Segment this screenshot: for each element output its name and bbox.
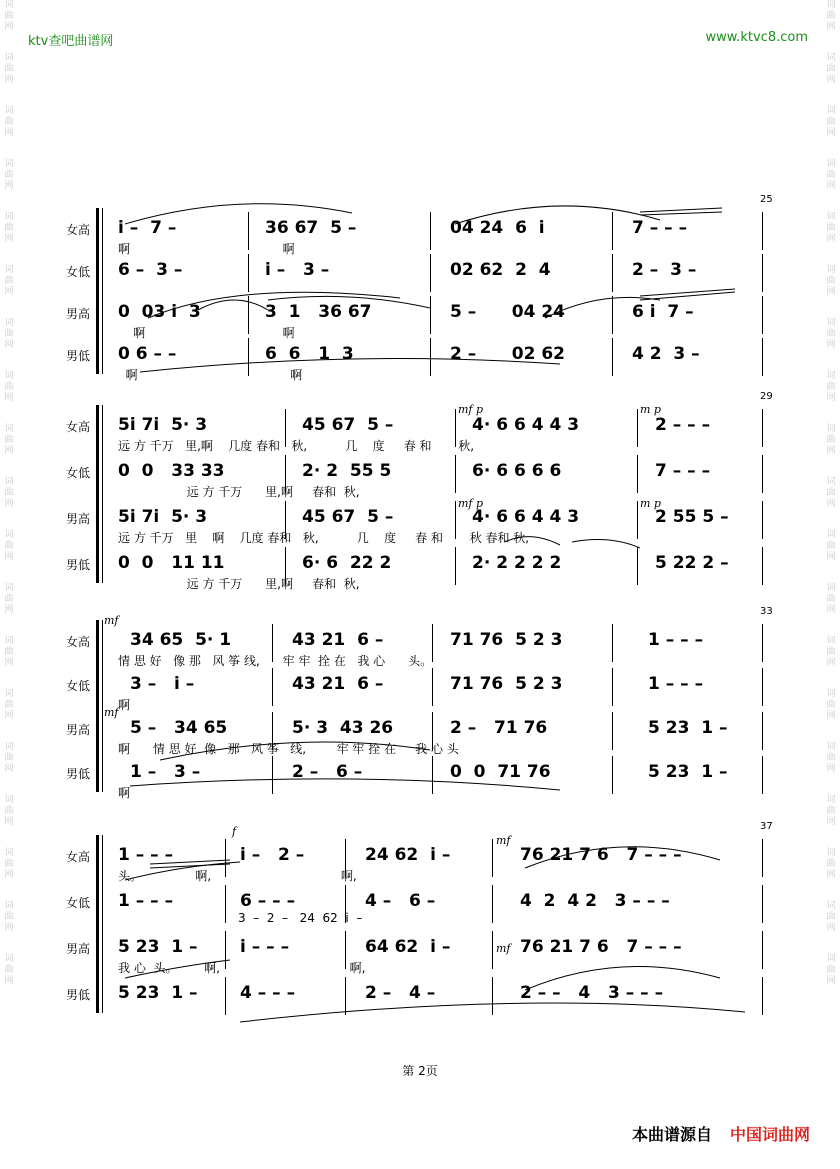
measure-notes: i̇ – 7 –	[118, 218, 177, 238]
watermark-text: 词 曲 网	[4, 159, 14, 191]
measure-notes: 2· 2 2 2 2	[472, 553, 562, 573]
watermark-text: 词 曲 网	[4, 954, 14, 986]
measure-notes: 4· 6 6 4 4 3	[472, 507, 580, 527]
measure-notes: 2 – 71 76	[450, 718, 548, 738]
measure-notes: 5 – 04 24	[450, 302, 565, 322]
watermark-text: 词 曲 网	[4, 318, 14, 350]
header-site-name[interactable]: ktv查吧曲谱网	[28, 34, 114, 49]
dynamic-mark: m p	[640, 403, 661, 416]
ossia-notes: 3 – 2 – 24 62 i̇ –	[238, 911, 363, 925]
lyric-line: 我 心 头。 啊, 啊,	[118, 961, 366, 975]
dynamic-mark: mf	[496, 834, 511, 847]
measure-notes: 71 76 5 2 3	[450, 674, 563, 694]
header-url[interactable]: www.ktvc8.com	[705, 30, 808, 45]
watermark-text: 词 曲 网	[4, 636, 14, 668]
measure-notes: 0 0 33 33	[118, 461, 225, 481]
measure-notes: 45 67 5 –	[302, 507, 394, 527]
part-label: 男低	[66, 988, 91, 1002]
watermark-text: 词 曲 网	[4, 53, 14, 85]
footer-site-link[interactable]: 中国词曲网	[729, 1125, 810, 1144]
measure-notes: 43 21 6 –	[292, 630, 384, 650]
watermark-text: 词 曲 网	[826, 848, 836, 880]
watermark-text: 词 曲 网	[4, 689, 14, 721]
measure-notes: 24 62 i̇ –	[365, 845, 451, 865]
measure-notes: 6 – 3 –	[118, 260, 183, 280]
part-label: 女高	[66, 850, 91, 864]
lyric-line: 啊 情 思 好 像 那 风 筝 线, 牢 牢 拴 在 我 心 头	[118, 742, 459, 756]
measure-notes: 0 6 – –	[118, 344, 177, 364]
measure-notes: 2 – 4 –	[365, 983, 436, 1003]
part-label: 女高	[66, 635, 91, 649]
part-label: 男高	[66, 307, 91, 321]
measure-notes: 4 2 3 –	[632, 344, 700, 364]
measure-notes: 1 – – –	[648, 630, 704, 650]
watermark-text: 词 曲 网	[4, 795, 14, 827]
measure-notes: 34 65 5· 1	[130, 630, 232, 650]
watermark-text: 词 曲 网	[826, 689, 836, 721]
watermark-text: 词 曲 网	[826, 583, 836, 615]
watermark-text: 词 曲 网	[826, 212, 836, 244]
measure-notes: 0 03 i̇ 3	[118, 302, 201, 322]
measure-notes: 6 i̇ 7 –	[632, 302, 694, 322]
part-label: 男低	[66, 558, 91, 572]
measure-notes: 7 – – –	[632, 218, 688, 238]
part-label: 女低	[66, 679, 91, 693]
lyric-line: 远 方 千万 里 啊 几度 春和 秋, 几 度 春 和 秋 春和 秋,	[118, 531, 530, 545]
measure-notes: 2· 2 55 5	[302, 461, 392, 481]
measure-notes: 5· 3 43 26	[292, 718, 394, 738]
watermark-text: 词 曲 网	[826, 53, 836, 85]
watermark-text: 词 曲 网	[826, 530, 836, 562]
watermark-text: 词 曲 网	[826, 106, 836, 138]
measure-notes: 0 0 71 76	[450, 762, 551, 782]
measure-notes: 5 – 34 65	[130, 718, 228, 738]
measure-notes: 2 – 02 62	[450, 344, 565, 364]
measure-notes: 0 0 11 11	[118, 553, 225, 573]
part-label: 男高	[66, 723, 91, 737]
part-label: 女低	[66, 265, 91, 279]
watermark-text: 词 曲 网	[826, 318, 836, 350]
watermark-text: 词 曲 网	[4, 212, 14, 244]
measure-notes: 4 2 4 2 3 – – –	[520, 891, 670, 911]
measure-notes: i̇ – 3 –	[265, 260, 330, 280]
watermark-text: 词 曲 网	[826, 159, 836, 191]
measure-notes: 5 22 2 –	[655, 553, 729, 573]
measure-notes: 5 23 1 –	[648, 718, 728, 738]
page-number: 第 2页	[402, 1064, 438, 1078]
measure-number: 25	[760, 194, 773, 205]
footer-source	[632, 1122, 810, 1145]
measure-notes: 5i̇ 7i̇ 5· 3	[118, 415, 208, 435]
measure-notes: 6· 6 6 6 6	[472, 461, 562, 481]
measure-notes: 2 55 5 –	[655, 507, 729, 527]
watermark-text: 词 曲 网	[4, 106, 14, 138]
lyric-line: 远 方 千万 里,啊 几度 春和 秋, 几 度 春 和 秋,	[118, 439, 475, 453]
dynamic-mark: mf	[104, 706, 119, 719]
measure-notes: 45 67 5 –	[302, 415, 394, 435]
measure-notes: 76 21 7 6 7 – – –	[520, 937, 682, 957]
lyric-line: 头。 啊, 啊,	[118, 869, 357, 883]
measure-notes: 6· 6 22 2	[302, 553, 392, 573]
measure-number: 33	[760, 606, 773, 617]
measure-notes: 2 – – 4 3 – – –	[520, 983, 664, 1003]
measure-notes: i̇ – 2 –	[240, 845, 305, 865]
part-label: 女低	[66, 466, 91, 480]
part-label: 女高	[66, 420, 91, 434]
watermark-text: 词 曲 网	[826, 795, 836, 827]
measure-notes: 4 – – –	[240, 983, 296, 1003]
measure-notes: 1 – 3 –	[130, 762, 201, 782]
watermark-text: 词 曲 网	[826, 265, 836, 297]
measure-notes: 36 67 5 –	[265, 218, 357, 238]
watermark-text: 词 曲 网	[826, 371, 836, 403]
measure-notes: 6 – – –	[240, 891, 296, 911]
measure-notes: 7 – – –	[655, 461, 711, 481]
measure-notes: 2 – – –	[655, 415, 711, 435]
watermark-text: 词 曲 网	[4, 0, 14, 32]
lyric-line: 啊 啊	[118, 368, 303, 382]
watermark-text: 词 曲 网	[826, 477, 836, 509]
dynamic-mark: m p	[640, 497, 661, 510]
lyric-line: 啊	[118, 698, 131, 712]
part-label: 男高	[66, 512, 91, 526]
lyric-line: 情 思 好 像 那 风 筝 线, 牢 牢 拴 在 我 心 头。	[118, 654, 433, 668]
watermark-text: 词 曲 网	[826, 0, 836, 32]
watermark-text: 词 曲 网	[826, 424, 836, 456]
watermark-text: 词 曲 网	[4, 583, 14, 615]
lyric-line: 远 方 千万 里,啊 春和 秋,	[118, 485, 360, 499]
measure-notes: 2 – 3 –	[632, 260, 697, 280]
measure-notes: 1 – – –	[648, 674, 704, 694]
measure-number: 29	[760, 391, 773, 402]
dynamic-mark: mf p	[458, 403, 484, 416]
watermark-text: 词 曲 网	[4, 477, 14, 509]
watermark-text: 词 曲 网	[826, 901, 836, 933]
part-label: 男低	[66, 349, 91, 363]
measure-notes: 5i̇ 7i̇ 5· 3	[118, 507, 208, 527]
dynamic-mark: mf	[496, 942, 511, 955]
measure-notes: 64 62 i̇ –	[365, 937, 451, 957]
measure-notes: 04 24 6 i̇	[450, 218, 545, 238]
measure-notes: 5 23 1 –	[648, 762, 728, 782]
measure-notes: 3 – i̇ –	[130, 674, 195, 694]
lyric-line: 啊	[118, 786, 131, 800]
lyric-line: 远 方 千万 里,啊 春和 秋,	[118, 577, 360, 591]
measure-notes: 71 76 5 2 3	[450, 630, 563, 650]
measure-number: 37	[760, 821, 773, 832]
dynamic-mark: mf p	[458, 497, 484, 510]
measure-notes: 4· 6 6 4 4 3	[472, 415, 580, 435]
lyric-line: 啊 啊	[118, 326, 295, 340]
measure-notes: 3 1 36 67	[265, 302, 372, 322]
watermark-text: 词 曲 网	[4, 424, 14, 456]
measure-notes: 4 – 6 –	[365, 891, 436, 911]
part-label: 女高	[66, 223, 91, 237]
measure-notes: 2 – 6 –	[292, 762, 363, 782]
measure-notes: 1 – – –	[118, 845, 174, 865]
measure-notes: 6 6 1 3	[265, 344, 354, 364]
watermark-text: 词 曲 网	[4, 848, 14, 880]
measure-notes: 43 21 6 –	[292, 674, 384, 694]
footer-prefix: 本曲谱源自	[631, 1125, 712, 1144]
dynamic-mark: mf	[104, 614, 119, 627]
watermark-text: 词 曲 网	[4, 265, 14, 297]
watermark-text: 词 曲 网	[826, 954, 836, 986]
measure-notes: i̇ – – –	[240, 937, 290, 957]
watermark-text: 词 曲 网	[4, 530, 14, 562]
measure-notes: 5 23 1 –	[118, 983, 198, 1003]
measure-notes: 5 23 1 –	[118, 937, 198, 957]
part-label: 女低	[66, 896, 91, 910]
dynamic-mark: f	[232, 825, 237, 838]
watermark-text: 词 曲 网	[4, 371, 14, 403]
part-label: 男低	[66, 767, 91, 781]
measure-notes: 76 21 7 6 7 – – –	[520, 845, 682, 865]
watermark-text: 词 曲 网	[826, 742, 836, 774]
watermark-text: 词 曲 网	[4, 742, 14, 774]
part-label: 男高	[66, 942, 91, 956]
watermark-text: 词 曲 网	[826, 636, 836, 668]
watermark-text: 词 曲 网	[4, 901, 14, 933]
measure-notes: 1 – – –	[118, 891, 174, 911]
lyric-line: 啊 啊	[118, 242, 295, 256]
measure-notes: 02 62 2 4	[450, 260, 551, 280]
